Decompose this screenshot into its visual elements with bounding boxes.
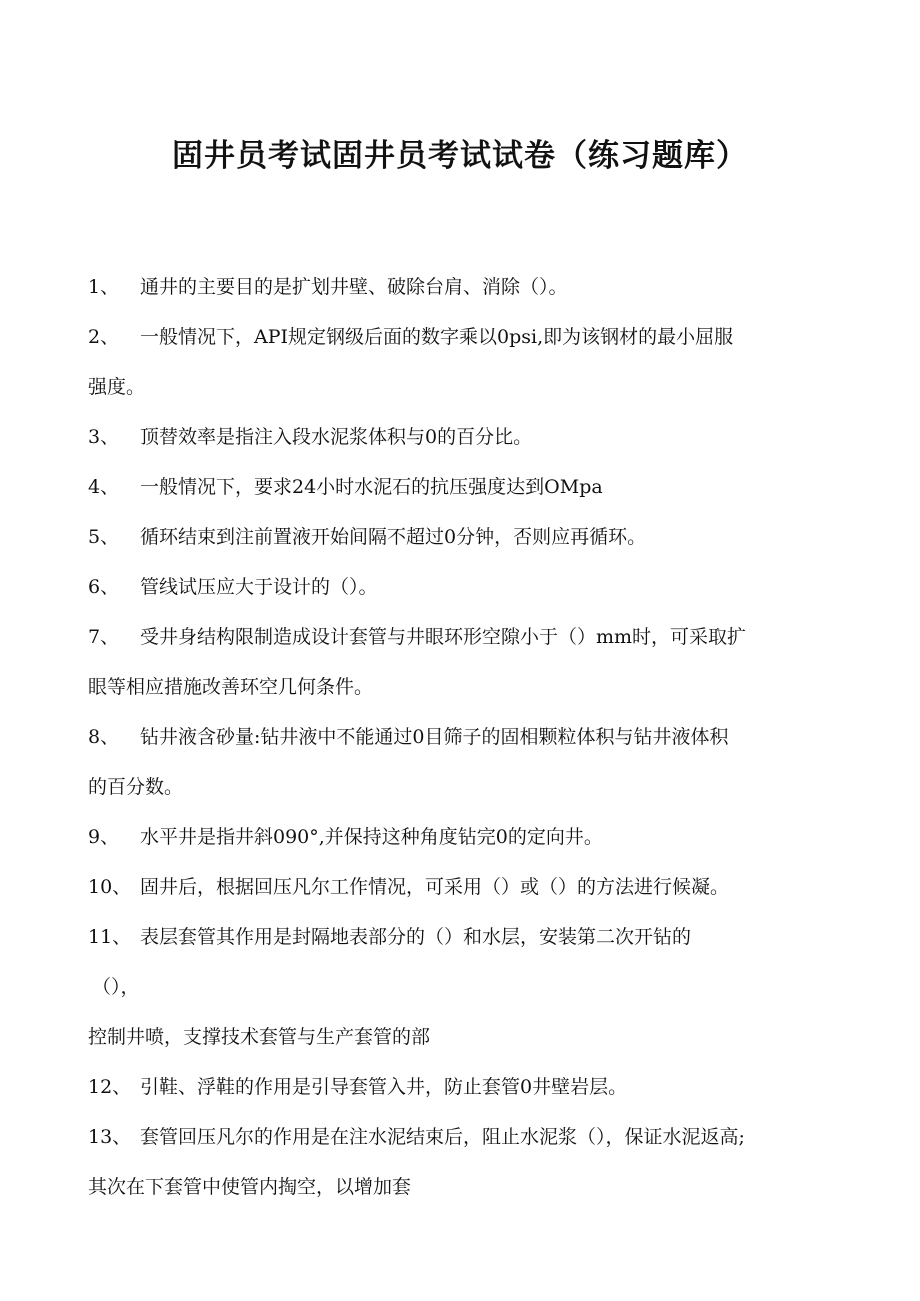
question-item	[88, 712, 828, 812]
question-line: 一般情况下，API规定钢级后面的数字乘以0psi,即为该钢材的最小屈服	[140, 326, 734, 348]
question-number: 9、	[88, 826, 120, 848]
question-line: 其次在下套管中使管内掏空，以增加套	[88, 1176, 412, 1198]
question-number: 4、	[88, 476, 120, 498]
question-text	[140, 562, 828, 612]
question-item	[88, 262, 828, 312]
question-item	[88, 812, 828, 862]
question-item	[88, 1112, 828, 1212]
question-text	[88, 312, 828, 412]
question-line: 强度。	[88, 376, 146, 398]
question-item	[88, 562, 828, 612]
question-number: 1、	[88, 276, 120, 298]
question-line: 管线试压应大于设计的（）。	[140, 576, 378, 598]
question-line: 受井身结构限制造成设计套管与井眼环形空隙小于（）mm时，可采取扩	[140, 626, 747, 648]
question-text	[140, 512, 828, 562]
question-item	[88, 512, 828, 562]
question-text	[140, 1062, 828, 1112]
question-item	[88, 462, 828, 512]
question-text	[140, 462, 828, 512]
question-list	[88, 262, 828, 1212]
question-line: 表层套管其作用是封隔地表部分的（）和水层，安装第二次开钻的	[140, 926, 692, 948]
question-number: 8、	[88, 726, 120, 748]
question-line: 套管回压凡尔的作用是在注水泥结束后，阻止水泥浆（），保证水泥返高;	[140, 1126, 745, 1148]
question-number: 7、	[88, 626, 120, 648]
question-line: （），	[92, 976, 140, 998]
question-text	[140, 412, 828, 462]
question-line: 眼等相应措施改善环空几何条件。	[88, 676, 374, 698]
question-line: 控制井喷，支撑技术套管与生产套管的部	[88, 1026, 431, 1048]
question-text	[140, 812, 828, 862]
question-item	[88, 1062, 828, 1112]
question-number: 12、	[88, 1076, 132, 1098]
question-number: 3、	[88, 426, 120, 448]
question-line: 水平井是指井斜090°,并保持这种角度钻完0的定向井。	[140, 826, 603, 848]
question-text	[140, 862, 828, 912]
document-title: 固井员考试固井员考试试卷（练习题库）	[172, 138, 748, 174]
question-line: 一般情况下，要求24小时水泥石的抗压强度达到OMpa	[140, 476, 603, 498]
question-line: 固井后，根据回压凡尔工作情况，可采用（）或（）的方法进行候凝。	[140, 876, 730, 898]
question-item	[88, 862, 828, 912]
question-line: 钻井液含砂量:钻井液中不能通过0目筛子的固相颗粒体积与钻井液体积	[140, 726, 729, 748]
question-text	[88, 612, 828, 712]
question-number: 11、	[88, 926, 132, 948]
question-item	[88, 912, 828, 1062]
question-line: 顶替效率是指注入段水泥浆体积与0的百分比。	[140, 426, 533, 448]
question-item	[88, 412, 828, 462]
question-number: 6、	[88, 576, 120, 598]
question-line: 引鞋、浮鞋的作用是引导套管入井，防止套管0井壁岩层。	[140, 1076, 628, 1098]
question-number: 2、	[88, 326, 120, 348]
question-item	[88, 312, 828, 412]
question-text	[88, 712, 828, 812]
question-line: 通井的主要目的是扩划井壁、破除台肩、消除（）。	[140, 276, 568, 298]
question-line: 的百分数。	[88, 776, 184, 798]
question-number: 13、	[88, 1126, 132, 1148]
question-text	[140, 262, 828, 312]
question-line: 循环结束到注前置液开始间隔不超过0分钟，否则应再循环。	[140, 526, 647, 548]
question-item	[88, 612, 828, 712]
question-number: 10、	[88, 876, 132, 898]
question-number: 5、	[88, 526, 120, 548]
